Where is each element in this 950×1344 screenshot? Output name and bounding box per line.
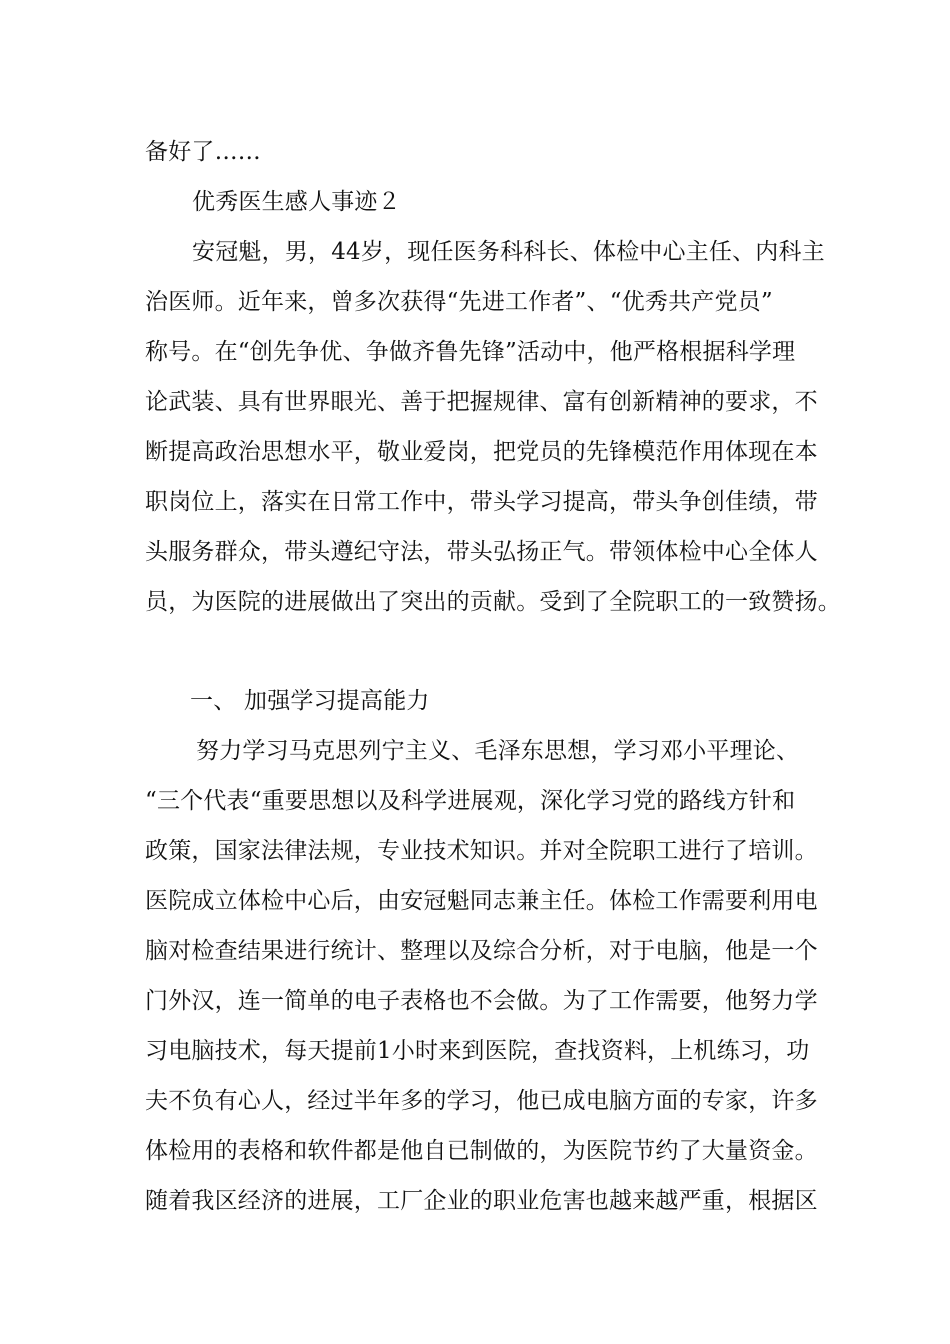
- text-line: 体检用的表格和软件都是他自已制做的，为医院节约了大量资金。: [145, 1138, 818, 1164]
- text-line: 政策，国家法律法规，专业技术知识。并对全院职工进行了培训。: [145, 838, 818, 864]
- text-line: 员，为医院的进展做出了突出的贡献。受到了全院职工的一致赞扬。: [145, 589, 841, 615]
- section-title: 优秀医生感人事迹２: [192, 189, 401, 215]
- text-line: 治医师。近年来，曾多次获得“先进工作者”、“优秀共产党员”: [145, 289, 773, 315]
- text-line: 论武装、具有世界眼光、善于把握规律、富有创新精神的要求，不: [145, 389, 818, 415]
- text-line: 安冠魁，男，44岁，现任医务科科长、体检中心主任、内科主: [192, 239, 825, 265]
- text-line: 称号。在“创先争优、争做齐鲁先锋”活动中，他严格根据科学理: [145, 339, 796, 365]
- text-line: 医院成立体检中心后，由安冠魁同志兼主任。体检工作需要利用电: [145, 888, 818, 914]
- text-line: 断提高政治思想水平，敬业爱岗，把党员的先锋模范作用体现在本: [145, 439, 818, 465]
- text-line: “三个代表“重要思想以及科学进展观，深化学习党的路线方针和: [145, 788, 796, 814]
- text-line: 门外汉，连一简单的电子表格也不会做。为了工作需要，他努力学: [145, 988, 818, 1014]
- text-line: 夫不负有心人，经过半年多的学习，他已成电脑方面的专家，许多: [145, 1088, 818, 1114]
- heading-text: 加强学习提高能力: [244, 688, 430, 714]
- text-line: 脑对检查结果进行统计、整理以及综合分析，对于电脑，他是一个: [145, 938, 818, 964]
- text-line: 努力学习马克思列宁主义、毛泽东思想，学习邓小平理论、: [196, 738, 800, 764]
- text-line: 职岗位上，落实在日常工作中，带头学习提高，带头争创佳绩，带: [145, 489, 818, 515]
- text-line: 头服务群众，带头遵纪守法，带头弘扬正气。带领体检中心全体人: [145, 539, 818, 565]
- heading-number: 一、: [190, 688, 237, 714]
- text-line: 备好了……: [145, 139, 261, 165]
- text-line: 习电脑技术，每天提前1小时来到医院，查找资料，上机练习，功: [145, 1038, 810, 1064]
- text-line: 随着我区经济的进展，工厂企业的职业危害也越来越严重，根据区: [145, 1188, 818, 1214]
